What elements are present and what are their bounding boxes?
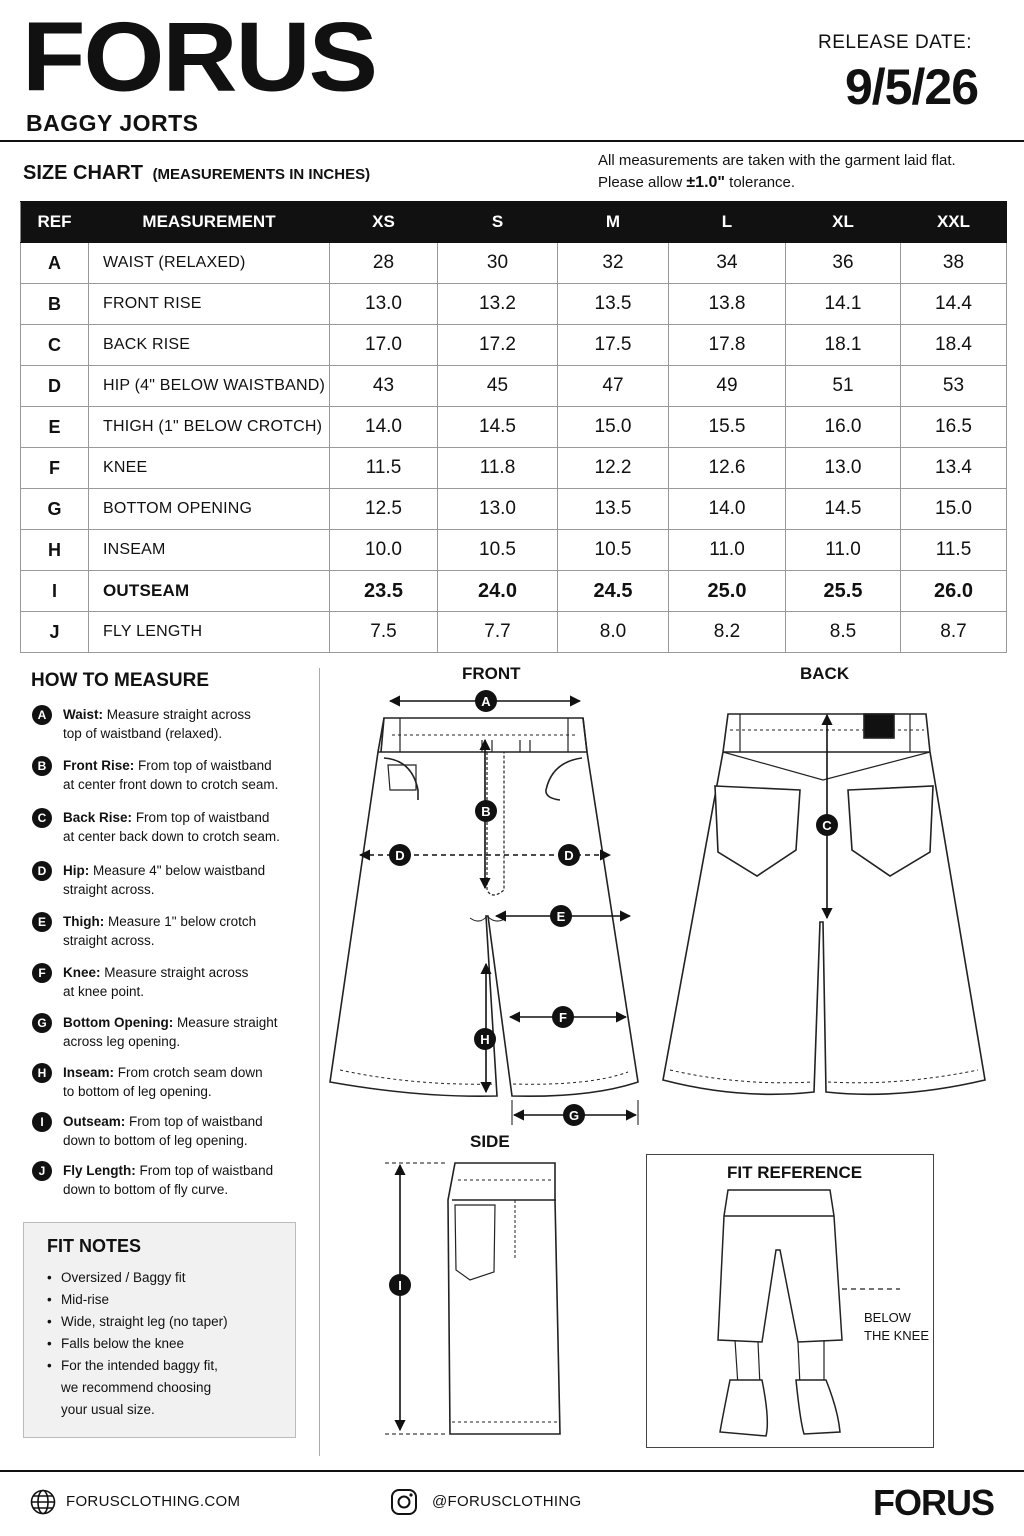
value-cell: 14.0 xyxy=(330,407,438,448)
ref-cell: A xyxy=(21,243,89,284)
step-marker: G xyxy=(32,1013,52,1033)
back-view-shorts xyxy=(663,714,985,1094)
value-cell: 13.5 xyxy=(558,284,669,325)
step-label: Thigh: xyxy=(63,914,105,929)
ref-cell: E xyxy=(21,407,89,448)
step-marker: J xyxy=(32,1161,52,1181)
value-cell: 11.0 xyxy=(669,530,786,571)
value-cell: 11.5 xyxy=(330,448,438,489)
marker-f-label: F xyxy=(559,1010,567,1025)
marker-i xyxy=(389,1274,411,1296)
value-cell: 24.5 xyxy=(558,571,669,612)
value-cell: 12.2 xyxy=(558,448,669,489)
value-cell: 28 xyxy=(330,243,438,284)
fit-reference-label: FIT REFERENCE xyxy=(727,1163,863,1182)
step-line: From top of waistband xyxy=(129,1114,263,1129)
value-cell: 8.7 xyxy=(901,612,1007,653)
value-cell: 15.0 xyxy=(558,407,669,448)
marker-d-left xyxy=(389,844,411,866)
marker-i-label: I xyxy=(398,1278,402,1293)
step-marker: E xyxy=(32,912,52,932)
value-cell: 12.5 xyxy=(330,489,438,530)
step-label: Fly Length: xyxy=(63,1163,136,1178)
step-label: Hip: xyxy=(63,863,90,878)
value-cell: 14.5 xyxy=(438,407,558,448)
measurement-cell: HIP (4" BELOW WAISTBAND) xyxy=(89,366,330,407)
value-cell: 16.5 xyxy=(901,407,1007,448)
value-cell: 17.2 xyxy=(438,325,558,366)
ref-cell: F xyxy=(21,448,89,489)
size-chart-title-text: SIZE CHART xyxy=(23,162,143,184)
note-pre: Please allow xyxy=(598,174,683,191)
column-header: XL xyxy=(786,202,901,243)
step-marker: D xyxy=(32,861,52,881)
value-cell: 8.0 xyxy=(558,612,669,653)
measurement-cell: THIGH (1" BELOW CROTCH) xyxy=(89,407,330,448)
step-label: Back Rise: xyxy=(63,810,133,825)
step-marker: C xyxy=(32,808,52,828)
fit-reference-figure xyxy=(718,1190,900,1436)
measurement-cell: FRONT RISE xyxy=(89,284,330,325)
ref-cell: G xyxy=(21,489,89,530)
value-cell: 17.8 xyxy=(669,325,786,366)
product-name: BAGGY JORTS xyxy=(26,110,199,136)
step-marker: A xyxy=(32,705,52,725)
value-cell: 13.0 xyxy=(330,284,438,325)
value-cell: 53 xyxy=(901,366,1007,407)
fit-note-line: we recommend choosing xyxy=(61,1380,212,1395)
marker-a xyxy=(475,690,497,712)
step-line: straight across. xyxy=(63,933,155,948)
fit-note-line: your usual size. xyxy=(61,1402,155,1417)
value-cell: 15.0 xyxy=(901,489,1007,530)
below-knee-line: THE KNEE xyxy=(864,1328,930,1343)
column-header: XXL xyxy=(901,202,1007,243)
marker-g xyxy=(563,1104,585,1126)
value-cell: 8.2 xyxy=(669,612,786,653)
ref-cell: C xyxy=(21,325,89,366)
value-cell: 10.0 xyxy=(330,530,438,571)
value-cell: 13.0 xyxy=(438,489,558,530)
value-cell: 10.5 xyxy=(558,530,669,571)
below-knee-line: BELOW xyxy=(864,1310,911,1325)
column-header: MEASUREMENT xyxy=(89,202,330,243)
release-date-value: 9/5/26 xyxy=(844,59,978,115)
marker-e-label: E xyxy=(556,909,566,924)
value-cell: 13.0 xyxy=(786,448,901,489)
how-to-measure-title: HOW TO MEASURE xyxy=(31,670,210,691)
step-line: From top of waistband xyxy=(139,1163,274,1178)
step-label: Outseam: xyxy=(63,1114,126,1129)
value-cell: 18.4 xyxy=(901,325,1007,366)
value-cell: 32 xyxy=(558,243,669,284)
value-cell: 17.5 xyxy=(558,325,669,366)
step-line: at center front down to crotch seam. xyxy=(63,777,279,792)
marker-b xyxy=(475,800,497,822)
measurement-cell: INSEAM xyxy=(89,530,330,571)
back-view-label: BACK xyxy=(800,664,850,683)
measurement-cell: OUTSEAM xyxy=(89,571,330,612)
value-cell: 13.2 xyxy=(438,284,558,325)
column-header: L xyxy=(669,202,786,243)
ref-cell: I xyxy=(21,571,89,612)
column-header: XS xyxy=(330,202,438,243)
step-line: top of waistband (relaxed). xyxy=(63,726,223,741)
ref-cell: B xyxy=(21,284,89,325)
step-marker: F xyxy=(32,963,52,983)
step-marker: I xyxy=(32,1112,52,1132)
front-view-label: FRONT xyxy=(462,664,521,683)
step-line: down to bottom of leg opening. xyxy=(63,1133,248,1148)
value-cell: 51 xyxy=(786,366,901,407)
step-line: Measure straight xyxy=(177,1015,278,1030)
value-cell: 7.5 xyxy=(330,612,438,653)
value-cell: 26.0 xyxy=(901,571,1007,612)
size-chart-subtitle: (MEASUREMENTS IN INCHES) xyxy=(152,166,371,183)
value-cell: 17.0 xyxy=(330,325,438,366)
step-line: From crotch seam down xyxy=(117,1065,263,1080)
fit-note-item: • Oversized / Baggy fit xyxy=(47,1267,287,1289)
step-line: From top of waistband xyxy=(135,810,270,825)
fit-note-item: • Wide, straight leg (no taper) xyxy=(47,1311,287,1333)
release-date-label: RELEASE DATE: xyxy=(818,32,972,53)
value-cell: 47 xyxy=(558,366,669,407)
value-cell: 25.0 xyxy=(669,571,786,612)
note-tolerance: ±1.0" xyxy=(686,174,725,191)
marker-h-label: H xyxy=(480,1032,490,1047)
fit-notes-title: FIT NOTES xyxy=(47,1236,141,1256)
value-cell: 14.4 xyxy=(901,284,1007,325)
value-cell: 13.5 xyxy=(558,489,669,530)
marker-e xyxy=(550,905,572,927)
value-cell: 16.0 xyxy=(786,407,901,448)
instagram-icon xyxy=(390,1488,418,1516)
measurement-note-line1: All measurements are taken with the garment laid flat. xyxy=(598,152,956,169)
measurement-cell: BOTTOM OPENING xyxy=(89,489,330,530)
step-line: straight across. xyxy=(63,882,155,897)
globe-icon xyxy=(30,1489,56,1515)
step-line: Measure 1" below crotch xyxy=(108,914,257,929)
value-cell: 14.5 xyxy=(786,489,901,530)
value-cell: 8.5 xyxy=(786,612,901,653)
step-label: Knee: xyxy=(63,965,101,980)
value-cell: 36 xyxy=(786,243,901,284)
value-cell: 15.5 xyxy=(669,407,786,448)
note-post: tolerance. xyxy=(729,174,796,191)
value-cell: 45 xyxy=(438,366,558,407)
step-line: across leg opening. xyxy=(63,1034,181,1049)
column-header: S xyxy=(438,202,558,243)
step-label: Inseam: xyxy=(63,1065,115,1080)
step-line: at knee point. xyxy=(63,984,145,999)
value-cell: 23.5 xyxy=(330,571,438,612)
marker-c-label: C xyxy=(822,818,832,833)
column-header: M xyxy=(558,202,669,243)
step-line: From top of waistband xyxy=(138,758,272,773)
marker-d-label: D xyxy=(564,848,574,863)
step-marker: B xyxy=(32,756,52,776)
step-label: Bottom Opening: xyxy=(63,1015,174,1030)
step-line: at center back down to crotch seam. xyxy=(63,829,280,844)
website-link[interactable]: FORUSCLOTHING.COM xyxy=(66,1493,241,1510)
value-cell: 14.0 xyxy=(669,489,786,530)
step-line: Measure straight across xyxy=(104,965,249,980)
step-line: down to bottom of fly curve. xyxy=(63,1182,229,1197)
value-cell: 24.0 xyxy=(438,571,558,612)
step-label: Front Rise: xyxy=(63,758,135,773)
value-cell: 49 xyxy=(669,366,786,407)
brand-logo: FORUS xyxy=(22,2,376,113)
ref-cell: H xyxy=(21,530,89,571)
value-cell: 13.4 xyxy=(901,448,1007,489)
marker-b-label: B xyxy=(481,804,491,819)
value-cell: 11.8 xyxy=(438,448,558,489)
ref-cell: D xyxy=(21,366,89,407)
measurement-cell: KNEE xyxy=(89,448,330,489)
instagram-handle-link[interactable]: @FORUSCLOTHING xyxy=(432,1493,582,1510)
step-label: Waist: xyxy=(63,707,103,722)
marker-a-label: A xyxy=(481,694,491,709)
value-cell: 11.5 xyxy=(901,530,1007,571)
value-cell: 38 xyxy=(901,243,1007,284)
marker-c xyxy=(816,814,838,836)
measurement-cell: FLY LENGTH xyxy=(89,612,330,653)
marker-h xyxy=(474,1028,496,1050)
value-cell: 14.1 xyxy=(786,284,901,325)
value-cell: 7.7 xyxy=(438,612,558,653)
measurement-cell: BACK RISE xyxy=(89,325,330,366)
marker-d-right xyxy=(558,844,580,866)
step-line: Measure 4" below waistband xyxy=(93,863,266,878)
marker-g-label: G xyxy=(568,1108,580,1123)
value-cell: 43 xyxy=(330,366,438,407)
measurement-cell: WAIST (RELAXED) xyxy=(89,243,330,284)
fit-note-item: • Mid-rise xyxy=(47,1289,287,1311)
step-marker: H xyxy=(32,1063,52,1083)
step-line: Measure straight across xyxy=(106,707,251,722)
column-header: REF xyxy=(21,202,89,243)
value-cell: 18.1 xyxy=(786,325,901,366)
value-cell: 10.5 xyxy=(438,530,558,571)
ref-cell: J xyxy=(21,612,89,653)
value-cell: 12.6 xyxy=(669,448,786,489)
value-cell: 25.5 xyxy=(786,571,901,612)
marker-f xyxy=(552,1006,574,1028)
footer-logo: FORUS xyxy=(873,1482,994,1523)
value-cell: 34 xyxy=(669,243,786,284)
fit-note-item: • Falls below the knee xyxy=(47,1333,287,1355)
side-view-shorts xyxy=(448,1163,560,1434)
side-view-label: SIDE xyxy=(470,1132,510,1151)
value-cell: 11.0 xyxy=(786,530,901,571)
step-line: to bottom of leg opening. xyxy=(63,1084,212,1099)
footer-divider xyxy=(0,1470,1024,1472)
value-cell: 13.8 xyxy=(669,284,786,325)
marker-d-label: D xyxy=(395,848,405,863)
fit-note-line: For the intended baggy fit, xyxy=(61,1358,218,1373)
value-cell: 30 xyxy=(438,243,558,284)
